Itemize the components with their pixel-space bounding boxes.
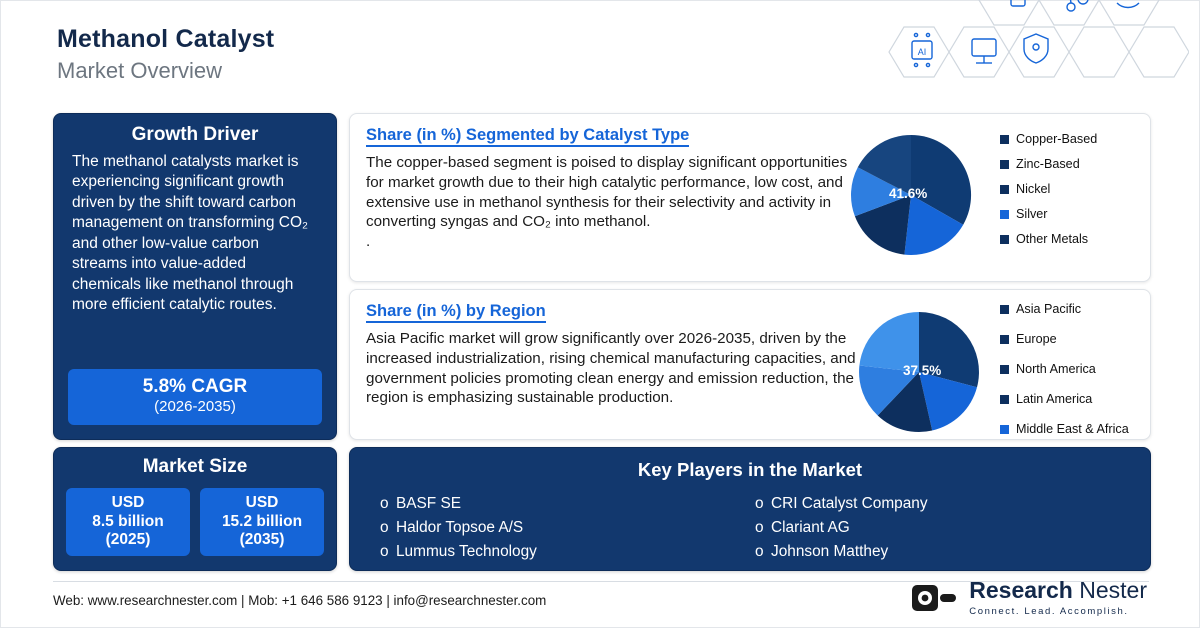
region-title: Share (in %) by Region (366, 302, 546, 323)
key-players-left-column (380, 492, 755, 564)
list-item (380, 516, 755, 540)
legend-item (1000, 422, 1129, 436)
bullet-icon: o (755, 542, 764, 560)
legend-label: Latin America (1016, 392, 1093, 406)
legend-swatch-icon (1000, 235, 1009, 244)
market-size-title: Market Size (142, 456, 248, 477)
legend-item (1000, 392, 1129, 406)
market-size-value: 15.2 billion (221, 512, 303, 530)
brand-name-bold: Research (969, 577, 1073, 603)
key-players-card (349, 447, 1151, 571)
legend-label: Nickel (1016, 182, 1051, 196)
brand-name-light: Nester (1079, 577, 1147, 603)
brand-tagline: Connect. Lead. Accomplish. (969, 606, 1129, 617)
region-pie-chart (855, 308, 983, 436)
page-header (57, 25, 274, 83)
legend-label: Zinc-Based (1016, 157, 1080, 171)
catalyst-type-pie-label: 41.6% (889, 186, 928, 201)
legend-item (1000, 362, 1129, 376)
legend-label: North America (1016, 362, 1096, 376)
page-title: Methanol Catalyst (57, 25, 275, 53)
catalyst-type-legend (1000, 132, 1097, 257)
key-players-columns (380, 492, 1130, 564)
bullet-icon: o (380, 518, 389, 536)
key-player-name: CRI Catalyst Company (771, 495, 928, 512)
cagr-badge (68, 369, 322, 425)
legend-item (1000, 157, 1097, 171)
legend-swatch-icon (1000, 425, 1009, 434)
bullet-icon: o (755, 518, 764, 536)
key-player-name: Haldor Topsoe A/S (396, 518, 524, 536)
catalyst-type-panel (349, 113, 1151, 282)
list-item (755, 492, 1130, 516)
legend-label: Other Metals (1016, 232, 1089, 246)
legend-item (1000, 302, 1129, 316)
market-size-value: 8.5 billion (92, 512, 164, 530)
legend-item (1000, 207, 1097, 221)
market-size-box-2035 (200, 488, 324, 556)
legend-label: Asia Pacific (1016, 302, 1082, 316)
legend-label: Silver (1016, 207, 1048, 221)
market-size-currency: USD (245, 493, 279, 511)
legend-swatch-icon (1000, 335, 1009, 344)
growth-driver-text: The methanol catalysts market is experiencing significant growth driven by the shift toward carbon management on transforming CO₂ and other low-value carbon streams into value-added chemicals like methanol through more efficient catalytic routes. (72, 153, 309, 314)
legend-swatch-icon (1000, 185, 1009, 194)
growth-driver-card (53, 113, 337, 440)
list-item (755, 540, 1130, 564)
hexagon-decoration (859, 0, 1189, 107)
market-size-values (66, 488, 324, 556)
legend-swatch-icon (1000, 365, 1009, 374)
brand-logo (911, 579, 1147, 617)
market-size-box-2025 (66, 488, 190, 556)
region-pie-label: 37.5% (903, 363, 942, 378)
bullet-icon: o (380, 495, 389, 512)
key-player-name: Johnson Matthey (771, 542, 889, 560)
key-players-title: Key Players in the Market (637, 459, 863, 480)
catalyst-type-text: The copper-based segment is poised to display significant opportunities for market growth due to their high catalytic performance, low cost, and extensive use in methanol synthesis for their selectivity and activity in converting syngas and CO₂ into methanol. (366, 154, 848, 231)
legend-item (1000, 182, 1097, 196)
svg-text:AI: AI (917, 47, 927, 57)
legend-item (1000, 332, 1129, 346)
legend-swatch-icon (1000, 135, 1009, 144)
market-size-card (53, 447, 337, 571)
page-subtitle: Market Overview (57, 57, 223, 83)
market-size-year: (2025) (105, 531, 151, 549)
key-player-name: BASF SE (396, 495, 462, 512)
legend-swatch-icon (1000, 160, 1009, 169)
logo-mark-icon (911, 581, 959, 615)
list-item (380, 540, 755, 564)
market-size-currency: USD (111, 493, 145, 511)
list-item (755, 516, 1130, 540)
list-item (380, 492, 755, 516)
footer-contact: Web: www.researchnester.com | Mob: +1 646 586 9123 | info@researchnester.com (53, 593, 547, 608)
key-player-name: Clariant AG (771, 518, 850, 536)
catalyst-type-text-extra: . (366, 233, 371, 250)
catalyst-type-title: Share (in %) Segmented by Catalyst Type (366, 126, 689, 147)
legend-item (1000, 232, 1097, 246)
legend-swatch-icon (1000, 305, 1009, 314)
brand-text-block (969, 579, 1147, 617)
market-size-year: (2035) (239, 531, 285, 549)
catalyst-type-pie-chart (847, 131, 975, 259)
growth-driver-title: Growth Driver (131, 124, 259, 145)
cagr-period: (2026-2035) (154, 398, 236, 416)
region-text: Asia Pacific market will grow significantly over 2026-2035, driven by the increased industrialization, rising chemical manufacturing capacities, and government policies promoting clean energy and emission reduction, the region is emphasizing sustainable production. (366, 330, 856, 407)
legend-item (1000, 132, 1097, 146)
legend-label: Copper-Based (1016, 132, 1098, 146)
cagr-value: 5.8% CAGR (142, 376, 248, 398)
legend-swatch-icon (1000, 210, 1009, 219)
legend-label: Europe (1016, 332, 1057, 346)
key-player-name: Lummus Technology (396, 542, 537, 560)
legend-swatch-icon (1000, 395, 1009, 404)
region-legend (1000, 302, 1129, 447)
bullet-icon: o (380, 542, 389, 560)
legend-label: Middle East & Africa (1016, 422, 1129, 436)
bullet-icon: o (755, 495, 764, 512)
region-panel (349, 289, 1151, 440)
brand-name (969, 579, 1147, 602)
key-players-right-column (755, 492, 1130, 564)
